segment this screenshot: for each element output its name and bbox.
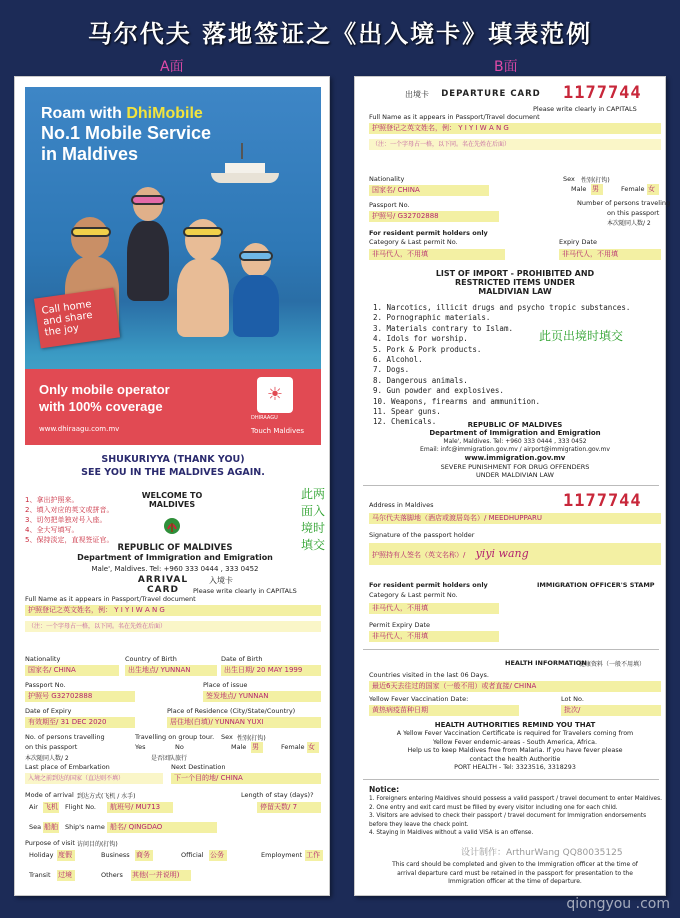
dep-full-name-hint[interactable]: （注：一个字母占一格，以下同。名在先姓在后面） bbox=[369, 139, 661, 150]
ad-url: www.dhiraagu.com.mv bbox=[39, 425, 120, 433]
side-b-card bbox=[354, 76, 671, 896]
business-label: Business bbox=[101, 851, 130, 859]
arrival-republic: REPUBLIC OF MALDIVES bbox=[117, 543, 233, 553]
ship-label: Ship's name bbox=[65, 823, 105, 831]
permit-expiry-field[interactable]: 非马代人，不用填 bbox=[369, 631, 499, 642]
dep-expiry-label: Expiry Date bbox=[559, 238, 598, 246]
dob-field[interactable]: 出生日期/ 20 MAY 1999 bbox=[221, 665, 321, 676]
divider bbox=[363, 485, 659, 486]
persons-field[interactable]: 本次随同人数/ 2 bbox=[25, 755, 69, 762]
length-label: Length of stay (days)? bbox=[241, 791, 314, 799]
official-check[interactable]: 公务 bbox=[209, 850, 227, 861]
dep-category-field[interactable]: 非马代人，不用填 bbox=[369, 249, 505, 260]
holiday-check[interactable]: 度假 bbox=[57, 850, 75, 861]
passport-field[interactable]: 护照号 G32702888 bbox=[25, 691, 135, 702]
last-embark-label: Last place of Embarkation bbox=[25, 763, 110, 771]
yellow-field[interactable]: 黄热病疫苗种日期 bbox=[369, 705, 519, 716]
dep-expiry-field[interactable]: 非马代人，不用填 bbox=[559, 249, 661, 260]
expiry-label: Date of Expiry bbox=[25, 707, 72, 715]
signature-field[interactable] bbox=[369, 543, 661, 565]
prohibited-item: 5. Pork & Pork products. bbox=[373, 344, 482, 354]
watermark: qiongyou .com bbox=[566, 896, 670, 912]
holiday-label: Holiday bbox=[29, 851, 54, 859]
nationality-label: Nationality bbox=[25, 655, 61, 663]
ad-stamp: Call home and share the joy bbox=[34, 288, 120, 349]
others-label: Others bbox=[101, 871, 123, 879]
side-a-label: A面 bbox=[160, 59, 184, 75]
dep-persons-label: Number of persons traveling bbox=[577, 199, 671, 207]
remind-title: HEALTH AUTHORITIES REMIND YOU THAT bbox=[434, 721, 596, 729]
ad-touch: Touch Maldives bbox=[251, 427, 305, 435]
departure-title: DEPARTURE CARD bbox=[441, 89, 541, 99]
full-name-field[interactable]: 护照登记之英文姓名，例： Y I Y I W A N G bbox=[25, 605, 321, 616]
mode-label: Mode of arrival bbox=[25, 791, 74, 799]
transit-check[interactable]: 过境 bbox=[57, 870, 75, 881]
ad-tagline2: with 100% coverage bbox=[39, 399, 163, 414]
lot-field[interactable]: 批次/ bbox=[561, 705, 661, 716]
arrival-card-title-cn: 入境卡 bbox=[209, 576, 233, 585]
ad-brand: DhiMobile bbox=[126, 105, 203, 122]
purpose-hint: 访问目的(打钩) bbox=[77, 841, 118, 848]
employment-label: Employment bbox=[261, 851, 303, 859]
divider bbox=[363, 649, 659, 650]
designer-credit: 设计制作：ArthurWang QQ80035125 bbox=[461, 848, 623, 858]
signature-hint: 护照持有人签名（英文名称）/ bbox=[372, 551, 466, 559]
dep-male-check[interactable]: 男 bbox=[591, 184, 603, 195]
dep-severe2: UNDER MALDIVIAN LAW bbox=[476, 471, 554, 479]
side-a-card bbox=[14, 76, 330, 896]
country-birth-field[interactable]: 出生地点/ YUNNAN bbox=[125, 665, 217, 676]
maldives-emblem-icon bbox=[163, 517, 181, 535]
dep-web: www.immigration.gov.mv bbox=[464, 454, 566, 462]
welcome-heading: WELCOME TO MALDIVES bbox=[141, 491, 203, 509]
ad-banner bbox=[25, 369, 321, 445]
prohibited-item: 2. Pornographic materials. bbox=[373, 313, 491, 323]
passport-label: Passport No. bbox=[25, 681, 66, 689]
ad-headline bbox=[41, 105, 211, 165]
dep-category-label: Category & Last permit No. bbox=[369, 238, 458, 246]
place-issue-field[interactable]: 签发地点/ YUNNAN bbox=[203, 691, 321, 702]
air-check[interactable]: 飞机 bbox=[44, 803, 58, 811]
transit-label: Transit bbox=[29, 871, 51, 879]
instruction-steps: 1、拿出护照来。 2、填入对应的英文或拼音。 3、切勿把单独对号入座。 4、全大写填写。 5、保持淡定，直视签证官。 bbox=[25, 496, 114, 544]
purpose-label: Purpose of visit bbox=[25, 839, 75, 847]
dep-republic: REPUBLIC OF MALDIVES bbox=[467, 421, 563, 429]
dep-resident-label: For resident permit holders only bbox=[369, 229, 488, 237]
flight-field[interactable]: 航班号/ MU713 bbox=[107, 802, 173, 813]
dep-female-option[interactable]: Female bbox=[621, 185, 645, 193]
address-field[interactable]: 马尔代夫落脚地（酒店或渡居岛名）/ MEEDHUPPARU bbox=[369, 513, 661, 524]
prohibited-item: 11. Spear guns. bbox=[373, 407, 441, 417]
countries-field[interactable]: 最近6天去往过的国家（一般不用）或者直接/ CHINA bbox=[369, 681, 661, 692]
remind-text: A Yellow Fever Vaccination Certificate is required for Travelers coming from Yellow Fever endemic-areas - South America, Africa. Help us to keep Maldives free from Malaria. If you have fever please contact the health Authoritie PORT HEALTH - Tel: 3323516, 3318293 bbox=[396, 730, 634, 771]
male-option[interactable]: Male bbox=[231, 743, 247, 751]
dep-passport-label: Passport No. bbox=[369, 201, 410, 209]
lot-label: Lot No. bbox=[561, 695, 584, 703]
page-title: 马尔代夫 落地签证之《出入境卡》填表范例 bbox=[87, 20, 593, 48]
prohibited-items bbox=[373, 303, 630, 428]
departure-title-cn: 出境卡 bbox=[405, 90, 429, 99]
ad-logo-text: DHIRAAGU bbox=[251, 415, 278, 421]
officer-stamp-label: IMMIGRATION OFFICER'S STAMP bbox=[537, 581, 655, 589]
dep-nationality-label: Nationality bbox=[369, 175, 405, 183]
business-check[interactable]: 商务 bbox=[135, 850, 153, 861]
male-check[interactable]: 男 bbox=[251, 742, 263, 753]
employment-check[interactable]: 工作 bbox=[305, 850, 323, 861]
dep-male-option[interactable]: Male bbox=[571, 185, 587, 193]
boat-illustration bbox=[211, 157, 279, 183]
mode-hint: 到达方式(飞机 / 水手) bbox=[77, 793, 136, 800]
dep-passport-field[interactable]: 护照号/ G32702888 bbox=[369, 211, 499, 222]
b-category-field[interactable]: 非马代人，不用填 bbox=[369, 603, 499, 614]
dep-nationality-field[interactable]: 国家名/ CHINA bbox=[369, 185, 489, 196]
nationality-field[interactable]: 国家名/ CHINA bbox=[25, 665, 119, 676]
group-field: 是否团队旅行 bbox=[151, 755, 188, 762]
residence-field[interactable]: 居住地(白填)/ YUNNAN YUXI bbox=[167, 717, 321, 728]
dep-persons-label2: on this passport bbox=[607, 209, 660, 217]
ship-field[interactable]: 船名/ QINGDAO bbox=[107, 822, 217, 833]
countries-label: Countries visited in the last 06 Days. bbox=[369, 671, 489, 679]
others-field[interactable]: 其他(一并说明) bbox=[131, 870, 191, 881]
departure-serial: 1177744 bbox=[563, 83, 642, 103]
prohibited-title: LIST OF IMPORT - PROHIBITED AND RESTRICTED ITEMS UNDER MALDIVIAN LAW bbox=[435, 269, 595, 296]
dep-dept: Department of Immigration and Emigration bbox=[429, 429, 601, 437]
female-option[interactable]: Female bbox=[281, 743, 305, 751]
prohibited-item: 6. Alcohol. bbox=[373, 355, 423, 365]
prohibited-item: 8. Dangerous animals. bbox=[373, 375, 468, 385]
prohibited-item: 4. Idols for worship. bbox=[373, 334, 468, 344]
expiry-field[interactable]: 有效期至/ 31 DEC 2020 bbox=[25, 717, 135, 728]
dep-persons-field[interactable]: 本次随同人数/ 2 bbox=[607, 220, 651, 227]
ad-line2: No.1 Mobile Service bbox=[41, 123, 212, 143]
prohibited-item: 10. Weapons, firearms and ammunition. bbox=[373, 396, 541, 406]
yellow-label: Yellow Fever Vaccination Date: bbox=[369, 695, 469, 703]
arrival-b-serial: 1177744 bbox=[563, 491, 642, 511]
health-title-cn: 健康资料（一般不用填） bbox=[579, 661, 646, 668]
notice-list: 1. Foreigners entering Maldives should possess a valid passport / travel document to enter Maldives. 2. One entry and exit card must be filled by every visitor including one for each child. 3. Visitors are advised to check their passport / travel document for Immigration endorsements before they leave the check point. 4. Staying in Maldives without a valid VISA is an offense. bbox=[369, 796, 662, 837]
footer-text: This card should be completed and given to the Immigration officer at the time of arrival departure card must be retained in the passport for presentation to the Immigration officer at the time of departure. bbox=[392, 861, 638, 885]
sex-hint: 性别(打钩) bbox=[237, 735, 266, 742]
dob-label: Date of Birth bbox=[221, 655, 263, 663]
prohibited-item: 9. Gun powder and explosives. bbox=[373, 386, 504, 396]
b-category-label: Category & Last permit No. bbox=[369, 591, 458, 599]
dep-full-name-field[interactable]: 护照登记之英文姓名，例： Y I Y I W A N G bbox=[369, 123, 661, 134]
sea-label: Sea bbox=[29, 823, 42, 831]
residence-label: Place of Residence (City/State/Country) bbox=[167, 707, 296, 715]
divider bbox=[363, 779, 659, 780]
thanks-line1: SHUKURIYYA (THANK YOU) bbox=[101, 454, 245, 465]
signature-script: yiyi wang bbox=[475, 547, 529, 560]
ad-line3: in Maldives bbox=[41, 144, 139, 164]
address-label: Address in Maldives bbox=[369, 501, 434, 509]
dep-full-name-label: Full Name as it appears in Passport/Travel document bbox=[369, 113, 540, 121]
dep-sex-label: Sex bbox=[563, 175, 575, 183]
prohibited-item: 1. Narcotics, illicit drugs and psycho tropic substances. bbox=[373, 303, 631, 312]
full-name-label: Full Name as it appears in Passport/Travel document bbox=[25, 595, 196, 603]
prohibited-item: 3. Materials contrary to Islam. bbox=[373, 323, 513, 333]
health-title: HEALTH INFORMATION bbox=[505, 659, 587, 667]
female-check[interactable]: 女 bbox=[307, 742, 319, 753]
dep-severe1: SEVERE PUNISHMENT FOR DRUG OFFENDERS bbox=[440, 463, 590, 471]
place-issue-label: Place of issue bbox=[203, 681, 248, 689]
thanks-line2: SEE YOU IN THE MALDIVES AGAIN. bbox=[81, 467, 265, 478]
departure-write-clearly: Please write clearly in CAPITALS bbox=[533, 105, 637, 113]
dep-female-check[interactable]: 女 bbox=[647, 184, 659, 195]
ad-tagline1: Only mobile operator bbox=[39, 382, 170, 397]
notice-title: Notice: bbox=[369, 785, 400, 794]
prohibited-item: 12. Chemicals. bbox=[373, 417, 437, 427]
dep-address: Male', Maldives. Tel: +960 333 0444 , 333 0452 bbox=[443, 438, 587, 445]
next-dest-label: Next Destination bbox=[171, 763, 226, 771]
dhiraagu-logo-icon: ☀ bbox=[257, 377, 293, 413]
arrival-card-title: ARRIVAL CARD bbox=[137, 575, 189, 595]
group-yes[interactable]: Yes bbox=[135, 743, 146, 751]
group-no[interactable]: No bbox=[175, 743, 184, 751]
advertisement bbox=[25, 87, 321, 445]
arrival-address: Male', Maldives. Tel: +960 333 0444 , 333 0452 bbox=[91, 565, 259, 573]
country-birth-label: Country of Birth bbox=[125, 655, 177, 663]
signature-label: Signature of the passport holder bbox=[369, 531, 475, 539]
prohibited-item: 7. Dogs. bbox=[373, 365, 410, 375]
arrival-write-clearly: Please write clearly in CAPITALS bbox=[193, 587, 297, 595]
ad-line1-prefix: Roam with bbox=[41, 105, 127, 122]
next-dest-field[interactable]: 下一个目的地/ CHINA bbox=[171, 773, 321, 784]
last-embark-field[interactable]: 入境之前到达的国家（直达则不填） bbox=[25, 773, 163, 784]
sea-check[interactable]: 船舶 bbox=[44, 823, 58, 831]
b-resident-label: For resident permit holders only bbox=[369, 581, 488, 589]
thank-you-message bbox=[25, 453, 321, 479]
persons-label: No. of persons travelling bbox=[25, 733, 105, 741]
dep-sex-hint: 性别(打钩) bbox=[581, 177, 610, 184]
official-label: Official bbox=[181, 851, 204, 859]
group-label: Travelling on group tour. bbox=[135, 733, 215, 741]
length-field[interactable]: 停留天数/ 7 bbox=[257, 802, 321, 813]
sex-label: Sex bbox=[221, 733, 233, 741]
full-name-hint[interactable]: （注：一个字母占一格，以下同。名在先姓在后面） bbox=[25, 621, 321, 632]
air-label: Air bbox=[29, 803, 38, 811]
arrival-dept: Department of Immigration and Emigration bbox=[77, 553, 273, 562]
flight-label: Flight No. bbox=[65, 803, 97, 811]
permit-expiry-label: Permit Expiry Date bbox=[369, 621, 431, 629]
entry-note: 此两面入境时填交 bbox=[301, 487, 326, 552]
side-b-label: B面 bbox=[494, 59, 518, 75]
exit-note: 此页出境时填交 bbox=[539, 329, 624, 343]
dep-email: Email: infc@immigration.gov.mv / airport@immigration.gov.mv bbox=[420, 446, 610, 453]
persons-label2: on this passport bbox=[25, 743, 78, 751]
